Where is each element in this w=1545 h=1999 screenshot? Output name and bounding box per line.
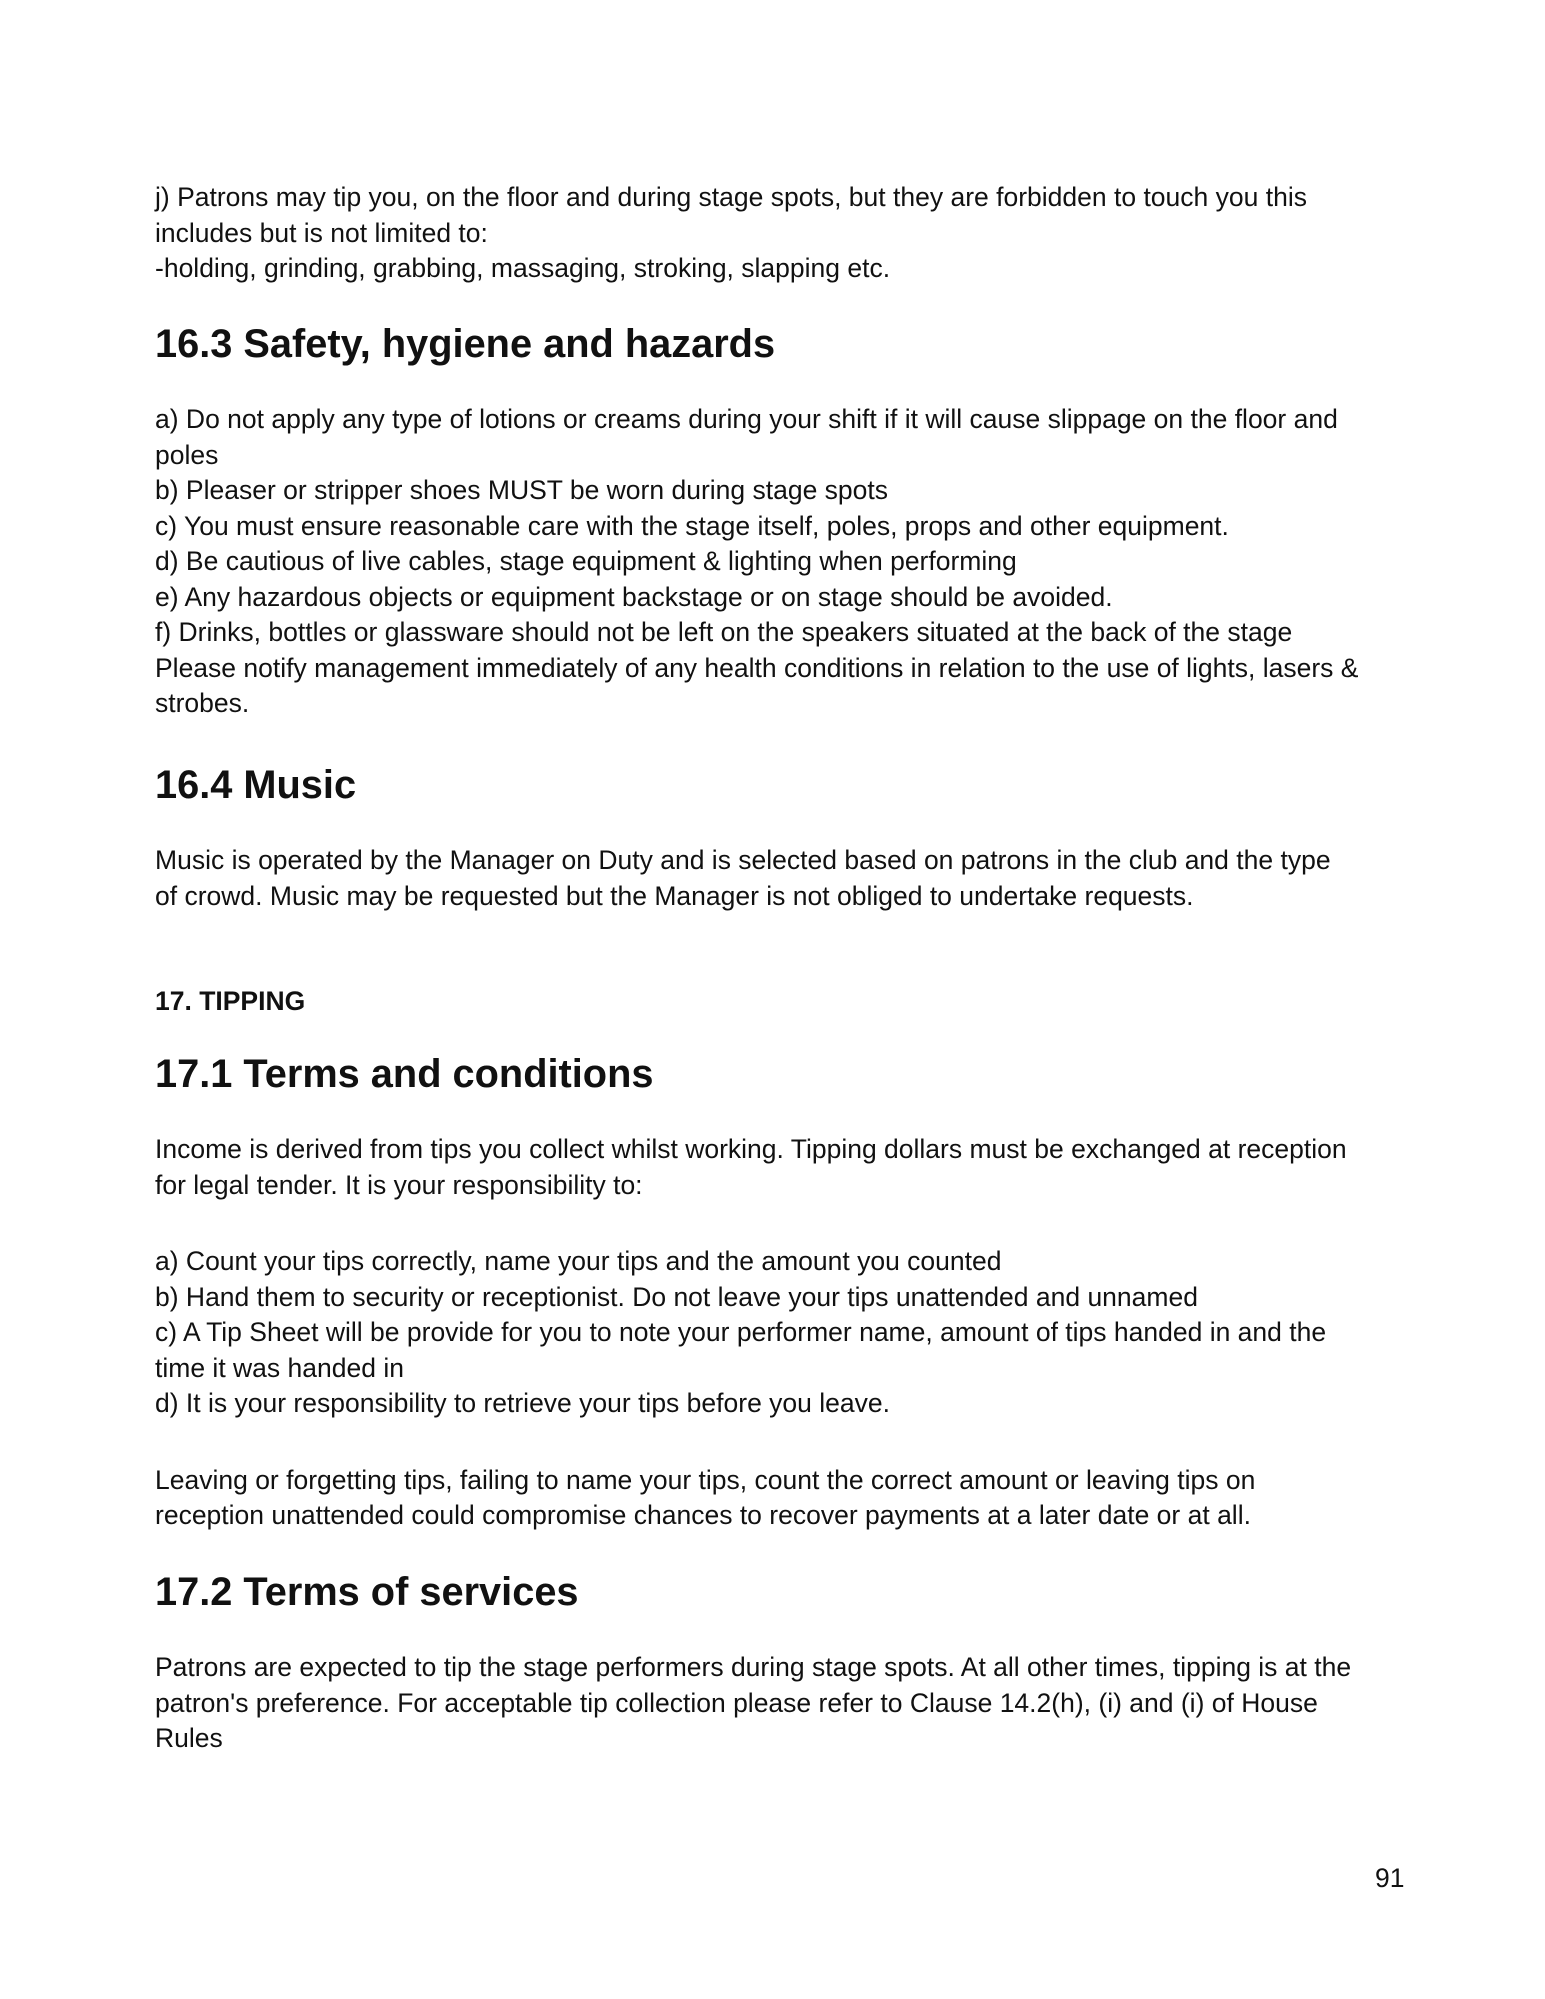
spacer: [155, 722, 1415, 768]
spacer: [155, 1610, 1415, 1650]
list-item: b) Pleaser or stripper shoes MUST be worn during stage spots: [155, 475, 889, 505]
tipping-intro-paragraph: [155, 1132, 1415, 1203]
text-line: Music is operated by the Manager on Duty and is selected based on patrons in the club and the type: [155, 845, 1331, 875]
text-line: j) Patrons may tip you, on the floor and during stage spots, but they are forbidden to touch you this: [155, 182, 1307, 212]
safety-list: [155, 402, 1415, 722]
text-line: Rules: [155, 1723, 223, 1753]
tipping-responsibility-list: [155, 1244, 1415, 1422]
list-item: c) You must ensure reasonable care with the stage itself, poles, props and other equipment.: [155, 510, 1229, 541]
section-heading-16-4: 16.4 Music: [155, 762, 357, 807]
spacer: [155, 1422, 1415, 1463]
section-heading-17-2: 17.2 Terms of services: [155, 1569, 579, 1614]
text-line: reception unattended could compromise chances to recover payments at a later date or at all.: [155, 1500, 1251, 1530]
text-line: patron's preference. For acceptable tip collection please refer to Clause 14.2(h), (i) and (i) of House: [155, 1687, 1318, 1718]
section-heading-17-1: 17.1 Terms and conditions: [155, 1051, 654, 1096]
text-line: Income is derived from tips you collect whilst working. Tipping dollars must be exchanged at reception: [155, 1134, 1347, 1164]
page-number: 91: [1375, 1863, 1405, 1893]
document-page: [155, 180, 1415, 1757]
spacer: [155, 1020, 1415, 1057]
list-item: c) A Tip Sheet will be provide for you to note your performer name, amount of tips handed in and the: [155, 1317, 1327, 1347]
section-heading-16-3: 16.3 Safety, hygiene and hazards: [155, 321, 776, 366]
list-item: Please notify management immediately of any health conditions in relation to the use of lights, lasers &: [155, 652, 1359, 683]
text-line: for legal tender. It is your responsibility to:: [155, 1169, 643, 1200]
list-item: e) Any hazardous objects or equipment backstage or on stage should be avoided.: [155, 581, 1113, 612]
text-line: -holding, grinding, grabbing, massaging, stroking, slapping etc.: [155, 253, 891, 283]
spacer: [155, 803, 1415, 843]
tipping-warning-paragraph: [155, 1463, 1415, 1534]
spacer: [155, 287, 1415, 327]
spacer: [155, 362, 1415, 402]
spacer: [155, 1092, 1415, 1132]
list-item: d) It is your responsibility to retrieve your tips before you leave.: [155, 1388, 890, 1418]
music-paragraph: [155, 843, 1415, 914]
list-item: poles: [155, 439, 219, 470]
text-line: Leaving or forgetting tips, failing to name your tips, count the correct amount or leaving tips on: [155, 1464, 1256, 1495]
terms-of-services-paragraph: [155, 1650, 1415, 1757]
list-item: time it was handed in: [155, 1352, 404, 1383]
spacer: [155, 914, 1415, 984]
text-line: Patrons are expected to tip the stage performers during stage spots. At all other times, tipping is at the: [155, 1652, 1352, 1682]
list-item: strobes.: [155, 688, 250, 718]
list-item: f) Drinks, bottles or glassware should not be left on the speakers situated at the back of the stage: [155, 617, 1293, 647]
list-item: d) Be cautious of live cables, stage equipment & lighting when performing: [155, 546, 1017, 576]
text-line: includes but is not limited to:: [155, 217, 488, 248]
clause-j-paragraph: [155, 180, 1415, 287]
list-item: a) Do not apply any type of lotions or creams during your shift if it will cause slippage on the floor and: [155, 404, 1338, 434]
list-item: a) Count your tips correctly, name your tips and the amount you counted: [155, 1246, 1002, 1276]
list-item: b) Hand them to security or receptionist. Do not leave your tips unattended and unnamed: [155, 1281, 1198, 1312]
text-line: of crowd. Music may be requested but the Manager is not obliged to undertake requests.: [155, 880, 1194, 911]
spacer: [155, 1203, 1415, 1244]
section-heading-17: 17. TIPPING: [155, 986, 306, 1016]
spacer: [155, 1534, 1415, 1575]
